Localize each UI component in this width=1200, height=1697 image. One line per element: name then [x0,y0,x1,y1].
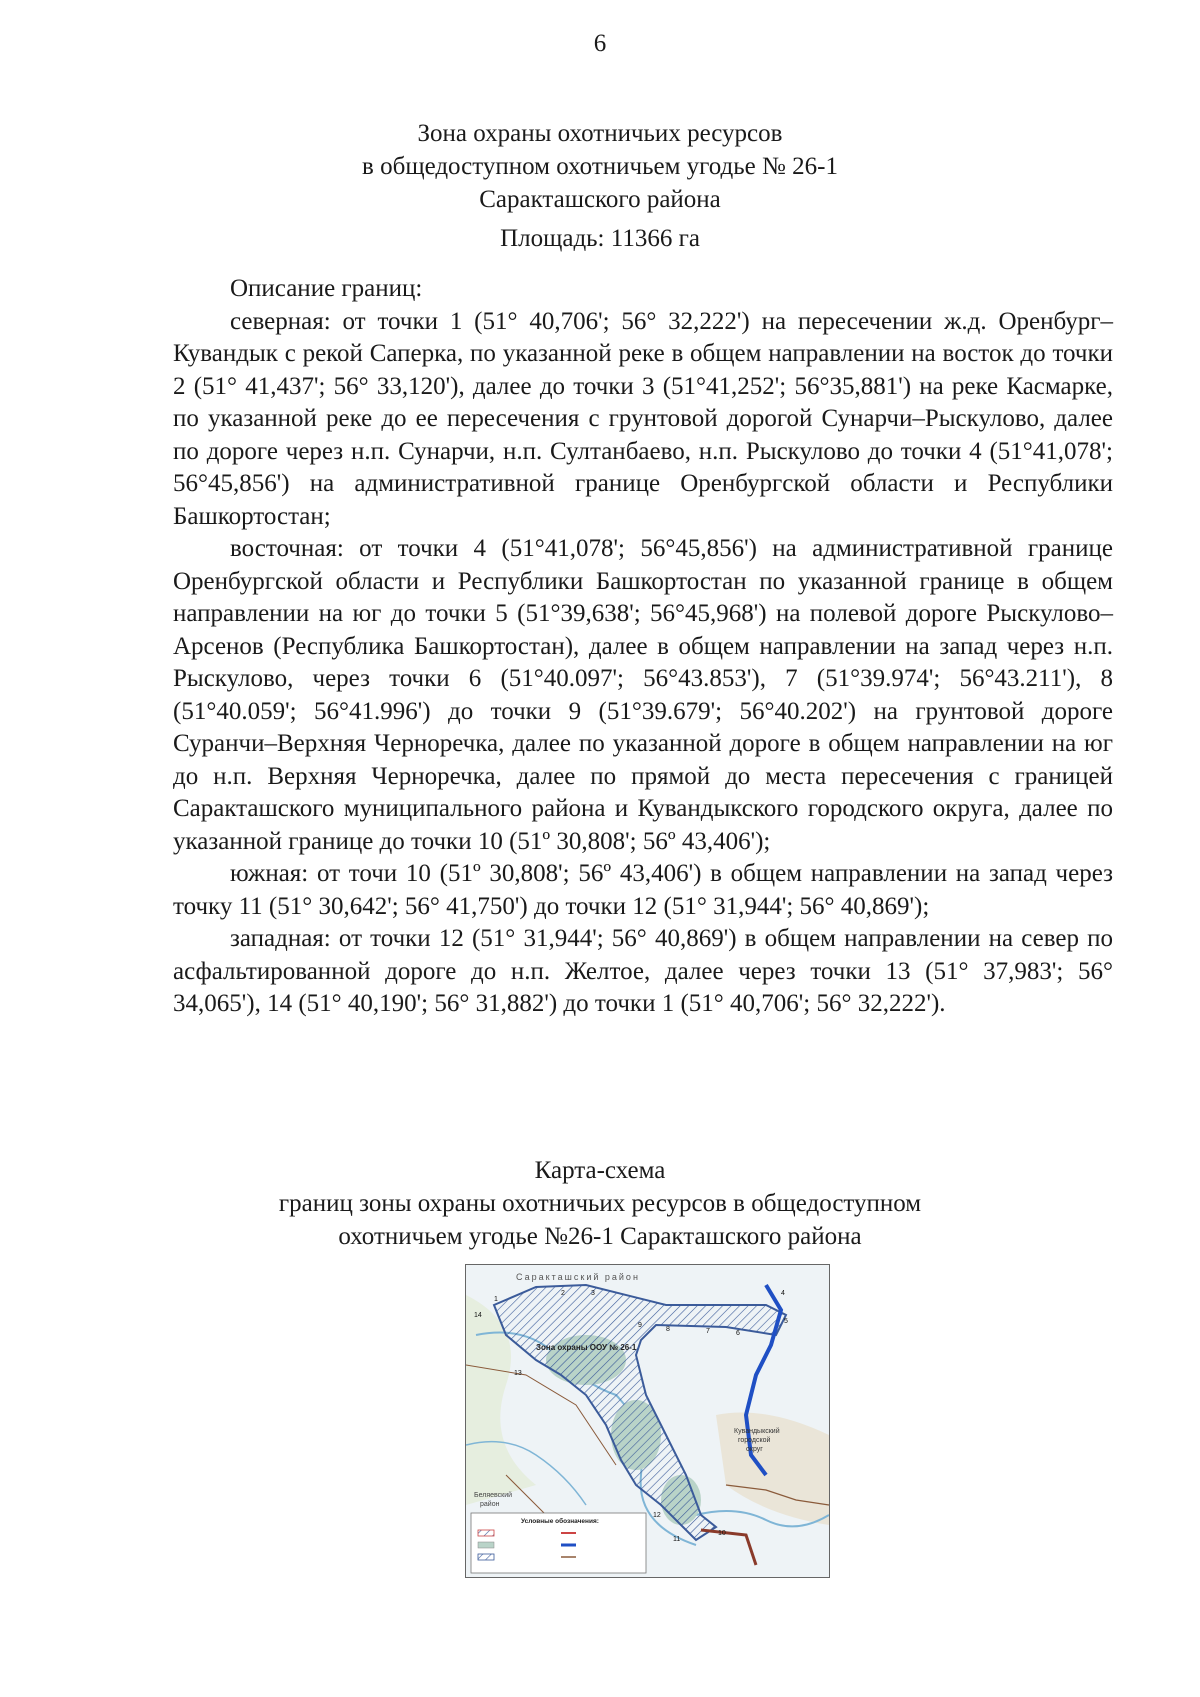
map-title-line-1: Карта-схема [534,1157,666,1184]
heading-line-3: Саракташского района [479,186,721,213]
district-label-line-1: Кувандыкский [734,1428,780,1435]
west-district-label-line-1: Беляевский [474,1492,513,1499]
district-label-line-3: округ [746,1446,763,1453]
point-label: 3 [591,1290,595,1297]
map-drawing [466,1265,829,1577]
point-label: 5 [784,1318,788,1325]
point-label: 2 [561,1290,565,1297]
top-district-label: Саракташский район [516,1272,640,1282]
page-number: 6 [593,30,607,57]
point-label: 9 [638,1322,642,1329]
document-heading [0,117,1200,216]
point-label: 4 [781,1290,785,1297]
south-boundary: южная: от точи 10 (51º 30,808'; 56º 43,406') в общем направлении на запад через точку 11 (51° 30,642'; 56° 41,750') до точки 12 (51° 31,944'; 56° 40,869'); [173,860,1113,920]
point-label: 8 [666,1326,670,1333]
heading-line-1: Зона охраны охотничьих ресурсов [417,120,783,147]
point-label: 12 [653,1512,661,1519]
point-label: 14 [474,1312,482,1319]
district-label-line-2: городской [738,1437,771,1444]
point-label: 11 [673,1536,681,1543]
point-label: 7 [706,1328,710,1335]
boundary-description [173,273,1113,1021]
north-boundary: северная: от точки 1 (51° 40,706'; 56° 32,222') на пересечении ж.д. Оренбург–Кувандык с рекой Саперка, по указанной реке в общем направлении на восток до точки 2 (51° 41,437'; 56° 33,120'), далее до точки 3 (51°41,252'; 56°35,881') на реке Касмарке, по указанной реке до ее пересечения с грунтовой дорогой Сунарчи–Рыскулово, далее по дороге через н.п. Сунарчи, н.п. Султанбаево, н.п. Рыскулово до точки 4 (51°41,078'; 56°45,856') на административной границе Оренбургской области и Республики Башкортостан; [173,307,1113,530]
legend-title: Условные обозначения: [521,1518,599,1525]
description-intro: Описание границ: [230,275,423,302]
map-title-line-3: охотничьем угодье №26-1 Саракташского района [338,1223,862,1250]
east-boundary: восточная: от точки 4 (51°41,078'; 56°45,856') на административной границе Оренбургской области и Республики Башкортостан по указанной границе в общем направлении на юг до точки 5 (51°39,638'; 56°45,968') на полевой дороге Рыскулово–Арсенов (Республика Башкортостан), далее в общем направлении на запад через н.п. Рыскулово, через точки 6 (51°40.097'; 56°43.853'), 7 (51°39.974'; 56°43.211'), 8 (51°40.059'; 56°41.996') до точки 9 (51°39.679'; 56°40.202') на грунтовой дороге Суранчи–Верхняя Черноречка, далее по указанной дороге в общем направлении на юг до н.п. Верхняя Черноречка, далее по прямой до места пересечения с границей Саракташского муниципального района и Кувандыкского городского округа, далее по указанной границе до точки 10 (51º 30,808'; 56º 43,406'); [173,535,1113,855]
boundary-map [465,1264,830,1578]
zone-label: Зона охраны ООУ № 26-1 [536,1343,637,1352]
point-label: 13 [514,1370,522,1377]
point-label: 10 [718,1530,726,1537]
point-label: 1 [494,1296,498,1303]
map-title-line-2: границ зоны охраны охотничьих ресурсов в общедоступном [278,1190,922,1217]
heading-line-2: в общедоступном охотничьем угодье № 26-1 [362,153,838,180]
map-title [0,1154,1200,1253]
legend-swatch [478,1530,494,1536]
west-district-label-line-2: район [480,1501,500,1508]
legend-swatch [478,1554,494,1560]
point-label: 6 [736,1330,740,1337]
west-boundary: западная: от точки 12 (51° 31,944'; 56° 40,869') в общем направлении на север по асфальтированной дороге до н.п. Желтое, далее через точки 13 (51° 37,983'; 56° 34,065'), 14 (51° 40,190'; 56° 31,882') до точки 1 (51° 40,706'; 56° 32,222'). [173,925,1113,1017]
area-value: Площадь: 11366 га [500,225,700,252]
legend-swatch [478,1542,494,1548]
